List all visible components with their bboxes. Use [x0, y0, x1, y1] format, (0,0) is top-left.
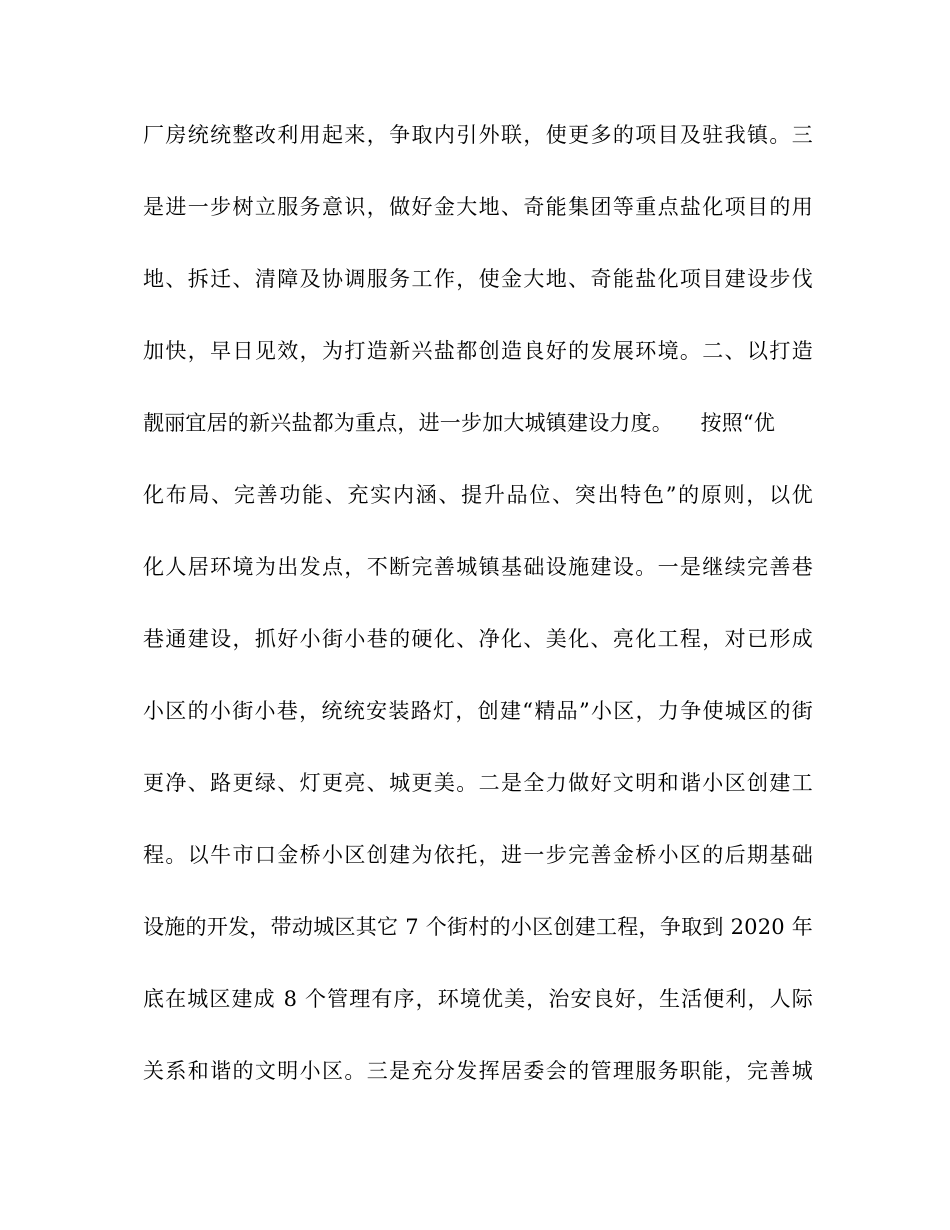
text-line: 小区的小街小巷，统统安装路灯，创建“精品”小区，力争使城区的街: [143, 699, 813, 723]
text-line: 靓丽宜居的新兴盐都为重点，进一步加大城镇建设力度。 按照“优: [143, 411, 776, 435]
text-line: 关系和谐的文明小区。三是充分发挥居委会的管理服务职能，完善城: [143, 1059, 813, 1083]
text-line: 巷通建设，抓好小街小巷的硬化、净化、美化、亮化工程，对已形成: [143, 627, 813, 651]
text-line: 地、拆迁、清障及协调服务工作，使金大地、奇能盐化项目建设步伐: [143, 267, 813, 291]
text-line: 底在城区建成 8 个管理有序，环境优美，治安良好，生活便利，人际: [143, 987, 813, 1011]
text-line: 更净、路更绿、灯更亮、城更美。二是全力做好文明和谐小区创建工: [143, 771, 813, 795]
text-line: 化人居环境为出发点，不断完善城镇基础设施建设。一是继续完善巷: [143, 555, 813, 579]
text-line: 是进一步树立服务意识，做好金大地、奇能集团等重点盐化项目的用: [143, 195, 813, 219]
text-line: 加快，早日见效，为打造新兴盐都创造良好的发展环境。二、以打造: [143, 339, 813, 363]
text-line: 厂房统统整改利用起来，争取内引外联，使更多的项目及驻我镇。三: [143, 123, 813, 147]
text-line: 程。以牛市口金桥小区创建为依托，进一步完善金桥小区的后期基础: [143, 843, 813, 867]
text-line: 设施的开发，带动城区其它 7 个街村的小区创建工程，争取到 2020 年: [143, 915, 813, 939]
text-line: 化布局、完善功能、充实内涵、提升品位、突出特色”的原则，以优: [143, 483, 813, 507]
